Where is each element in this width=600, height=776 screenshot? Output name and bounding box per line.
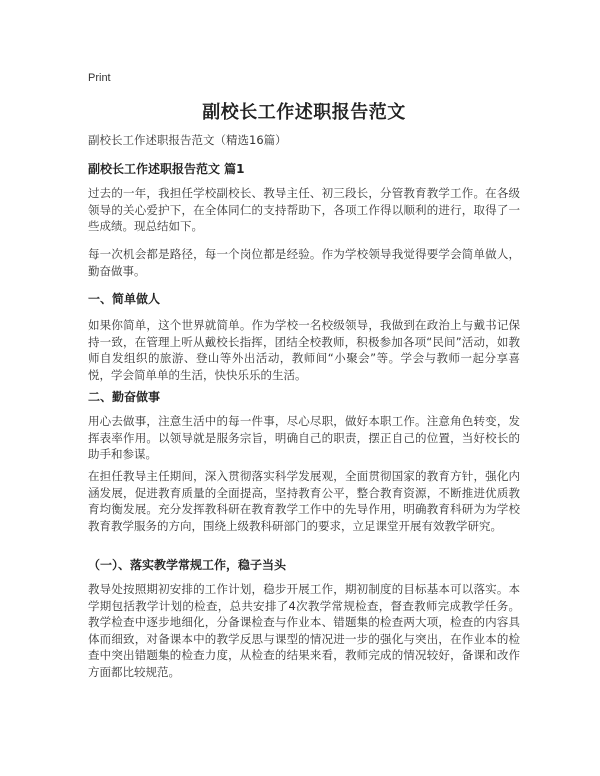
paragraph-director: 在担任教导主任期间，深入贯彻落实科学发展观，全面贯彻国家的教育方针，强化内涵发展，促进教育质量的全面提高，坚持教育公平，整合教育资源，不断推进优质教育均衡发展。充分发挥教科研在教育教学工作中的先导作用，明确教育科研为为学校教育教学服务的方向，围绕上级教科研部门的要求，立足课堂开展有效教学研究。 [88,469,520,533]
article-heading: 副校长工作述职报告范文 篇1 [88,162,245,176]
paragraph-simple: 如果你简单，这个世界就简单。作为学校一名校级领导，我做到在政治上与戴书记保持一致，在管理上听从戴校长指挥，团结全校教师，积极参加各项“民间”活动，如教师自发组织的旅游、登山等外出活动，教师间“小聚会”等。学会与教师一起分享喜悦，学会简单单的生活，快快乐乐的生活。 [88,318,520,382]
paragraph-intro: 过去的一年，我担任学校副校长、教导主任、初三段长，分管教育教学工作。在各级领导的关心爱护下，在全体同仁的支持帮助下，各项工作得以顺利的进行，取得了一些成绩。现总结如下。 [88,186,520,233]
paragraph-routine: 教导处按照期初安排的工作计划，稳步开展工作，期初制度的目标基本可以落实。本学期包括教学计划的检查，总共安排了4次教学常规检查，督查教师完成教学任务。教学检查中逐步地细化，分备课检查与作业本、错题集的检查两大项，检查的内容具体而细致，对备课本中的教学反思与课型的情况进一步的强化与突出，在作业本的检查中突出错题集的检查力度，从检查的结果来看，教师完成的情况较好，备课和改作方面都比较规范。 [88,582,520,679]
paragraph-opportunity: 每一次机会都是路径，每一个岗位都是经验。作为学校领导我觉得要学会简单做人，勤奋做事。 [88,247,520,278]
section-heading-simple: 一、简单做人 [88,292,161,306]
paragraph-diligent: 用心去做事，注意生活中的每一件事，尽心尽职，做好本职工作。注意角色转变，发挥表率作用。以领导就是服务宗旨，明确自己的职责，摆正自己的位置，当好校长的助手和参谋。 [88,414,520,461]
subsection-heading-routine: （一）、落实教学常规工作，稳子当头 [88,558,287,572]
print-link[interactable]: Print [88,72,111,84]
document-subtitle: 副校长工作述职报告范文（精选16篇） [88,133,287,147]
section-heading-diligent: 二、勤奋做事 [88,390,161,404]
page-title: 副校长工作述职报告范文 [202,102,406,123]
